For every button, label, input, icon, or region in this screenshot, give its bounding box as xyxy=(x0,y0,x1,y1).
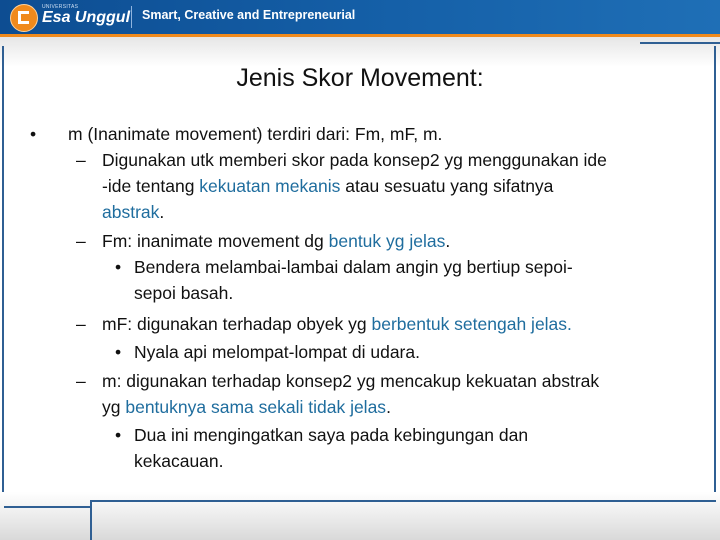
sub4-text-c: . xyxy=(386,397,391,417)
item-marker: • xyxy=(115,342,122,362)
frame-line-right-vertical xyxy=(714,46,716,526)
sub2-item-line1: Bendera melambai-lambai dalam angin yg bertiup sepoi- xyxy=(134,257,573,277)
sub1-highlight: kekuatan mekanis xyxy=(199,176,341,196)
frame-line-bottom-left xyxy=(4,506,90,508)
frame-line-bottom-left-vertical xyxy=(90,500,92,540)
sub3-text-a: mF: digunakan terhadap obyek yg xyxy=(102,314,372,334)
sub2-text-a: Fm: inanimate movement dg xyxy=(102,231,329,251)
bullet-main xyxy=(30,121,36,147)
header-shadow-band xyxy=(0,37,720,67)
sub1-line2 xyxy=(102,173,553,199)
sub1-text-c: atau sesuatu yang sifatnya xyxy=(340,176,554,196)
frame-line-left-vertical xyxy=(2,46,4,506)
header-separator xyxy=(131,6,132,28)
sub2-text-b: . xyxy=(445,231,451,251)
sub2-highlight: bentuk yg jelas xyxy=(328,231,446,251)
sub3-highlight: berbentuk setengah jelas. xyxy=(371,314,572,334)
frame-line-bottom xyxy=(90,500,716,502)
sub4-item-line1: Dua ini mengingatkan saya pada kebingungan dan xyxy=(134,425,529,445)
frame-line-top-right xyxy=(640,42,720,44)
dash-marker: – xyxy=(76,371,86,391)
sub1-line1: Digunakan utk memberi skor pada konsep2 yg menggunakan ide xyxy=(102,150,607,170)
sub4-line2 xyxy=(102,394,391,420)
slide-title: Jenis Skor Movement: xyxy=(236,64,484,92)
dash-marker: – xyxy=(76,314,86,334)
sub4-item-line2: kekacauan. xyxy=(134,451,224,471)
sub3-item-line1: Nyala api melompat-lompat di udara. xyxy=(134,342,420,362)
header-bar xyxy=(0,0,720,34)
sub1-text-b: -ide tentang xyxy=(102,176,200,196)
dash-marker: – xyxy=(76,231,86,251)
sub2-line1 xyxy=(102,228,450,254)
dash-marker: – xyxy=(76,150,86,170)
sub4-text-b: yg xyxy=(102,397,126,417)
sub1-text-d: . xyxy=(159,202,165,222)
sub1-line3 xyxy=(102,199,164,225)
sub2-item-line2: sepoi basah. xyxy=(134,283,234,303)
bullet-marker: • xyxy=(30,124,37,144)
university-logo-icon xyxy=(10,4,38,32)
sub1-highlight2: abstrak xyxy=(102,202,160,222)
bullet-main-text: m (Inanimate movement) terdiri dari: Fm, mF, m. xyxy=(68,124,443,144)
header-tagline: Smart, Creative and Entrepreneurial xyxy=(142,8,356,22)
sub4-highlight: bentuknya sama sekali tidak jelas xyxy=(125,397,387,417)
logo-name: Esa Unggul xyxy=(42,9,131,26)
sub4-line1: m: digunakan terhadap konsep2 yg mencakup kekuatan abstrak xyxy=(102,371,600,391)
item-marker: • xyxy=(115,425,122,445)
sub3-line1 xyxy=(102,311,572,337)
item-marker: • xyxy=(115,257,122,277)
logo-subtext: UNIVERSITAS xyxy=(42,4,79,10)
